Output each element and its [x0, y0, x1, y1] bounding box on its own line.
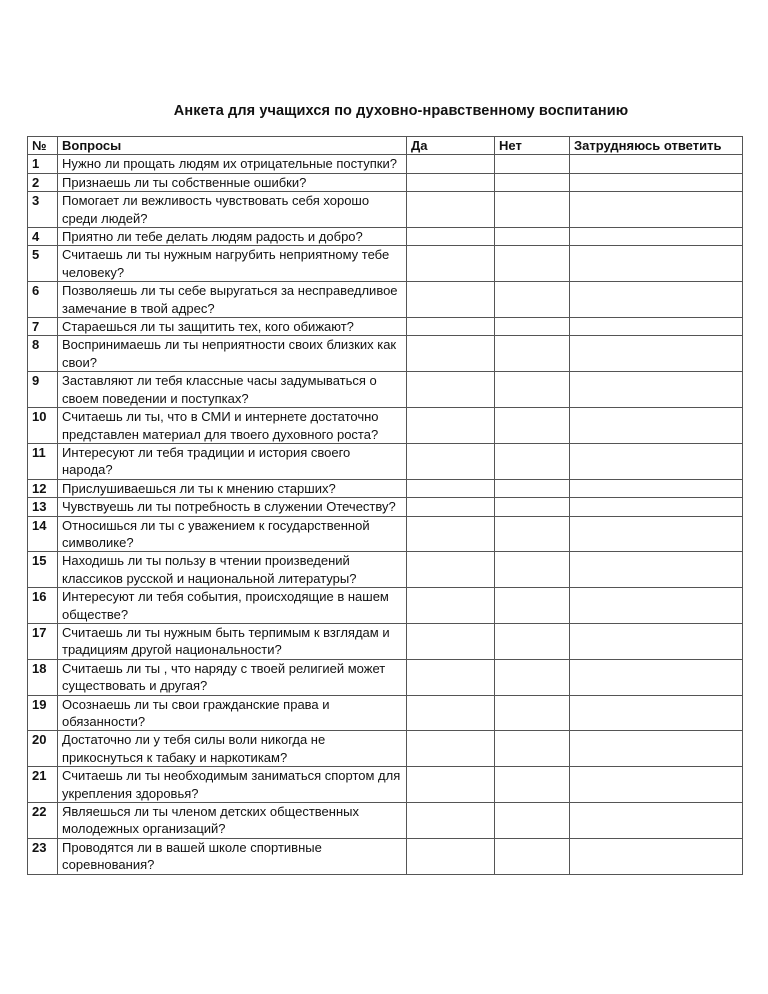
question-number: 22 — [28, 803, 58, 839]
answer-no-cell[interactable] — [495, 228, 570, 246]
question-number: 17 — [28, 623, 58, 659]
answer-yes-cell[interactable] — [407, 192, 495, 228]
question-text: Интересуют ли тебя традиции и история своего народа? — [58, 443, 407, 479]
answer-yes-cell[interactable] — [407, 408, 495, 444]
table-row — [28, 479, 743, 497]
question-number: 3 — [28, 192, 58, 228]
answer-hard-cell[interactable] — [570, 803, 743, 839]
question-number: 6 — [28, 282, 58, 318]
table-row — [28, 803, 743, 839]
answer-no-cell[interactable] — [495, 552, 570, 588]
answer-yes-cell[interactable] — [407, 228, 495, 246]
question-number: 18 — [28, 659, 58, 695]
table-row — [28, 588, 743, 624]
answer-yes-cell[interactable] — [407, 479, 495, 497]
question-text: Нужно ли прощать людям их отрицательные поступки? — [58, 155, 407, 173]
answer-hard-cell[interactable] — [570, 443, 743, 479]
question-text: Достаточно ли у тебя силы воли никогда не прикоснуться к табаку и наркотикам? — [58, 731, 407, 767]
table-row — [28, 246, 743, 282]
answer-hard-cell[interactable] — [570, 695, 743, 731]
table-body — [28, 155, 743, 874]
answer-yes-cell[interactable] — [407, 838, 495, 874]
header-question: Вопросы — [58, 137, 407, 155]
table-row — [28, 838, 743, 874]
answer-hard-cell[interactable] — [570, 408, 743, 444]
question-number: 14 — [28, 516, 58, 552]
answer-hard-cell[interactable] — [570, 246, 743, 282]
answer-yes-cell[interactable] — [407, 659, 495, 695]
question-number: 20 — [28, 731, 58, 767]
table-row — [28, 336, 743, 372]
answer-yes-cell[interactable] — [407, 695, 495, 731]
answer-no-cell[interactable] — [495, 479, 570, 497]
question-text: Считаешь ли ты , что наряду с твоей религией может существовать и другая? — [58, 659, 407, 695]
answer-no-cell[interactable] — [495, 767, 570, 803]
question-text: Считаешь ли ты необходимым заниматься спортом для укрепления здоровья? — [58, 767, 407, 803]
question-number: 8 — [28, 336, 58, 372]
answer-no-cell[interactable] — [495, 516, 570, 552]
table-row — [28, 731, 743, 767]
answer-no-cell[interactable] — [495, 498, 570, 516]
table-row — [28, 516, 743, 552]
answer-yes-cell[interactable] — [407, 443, 495, 479]
question-text: Позволяешь ли ты себе выругаться за несправедливое замечание в твой адрес? — [58, 282, 407, 318]
question-number: 21 — [28, 767, 58, 803]
answer-no-cell[interactable] — [495, 838, 570, 874]
question-number: 9 — [28, 372, 58, 408]
header-no: Нет — [495, 137, 570, 155]
question-number: 4 — [28, 228, 58, 246]
answer-yes-cell[interactable] — [407, 623, 495, 659]
table-row — [28, 767, 743, 803]
answer-yes-cell[interactable] — [407, 552, 495, 588]
answer-yes-cell[interactable] — [407, 155, 495, 173]
answer-hard-cell[interactable] — [570, 318, 743, 336]
question-text: Прислушиваешься ли ты к мнению старших? — [58, 479, 407, 497]
answer-no-cell[interactable] — [495, 408, 570, 444]
answer-no-cell[interactable] — [495, 192, 570, 228]
question-text: Интересуют ли тебя события, происходящие в нашем обществе? — [58, 588, 407, 624]
table-row — [28, 173, 743, 191]
survey-table — [27, 136, 743, 875]
answer-no-cell[interactable] — [495, 372, 570, 408]
question-text: Считаешь ли ты, что в СМИ и интернете достаточно представлен материал для твоего духовного роста? — [58, 408, 407, 444]
question-number: 23 — [28, 838, 58, 874]
question-text: Стараешься ли ты защитить тех, кого обижают? — [58, 318, 407, 336]
question-text: Чувствуешь ли ты потребность в служении Отечеству? — [58, 498, 407, 516]
table-row — [28, 282, 743, 318]
answer-yes-cell[interactable] — [407, 246, 495, 282]
answer-hard-cell[interactable] — [570, 659, 743, 695]
answer-hard-cell[interactable] — [570, 767, 743, 803]
question-text: Считаешь ли ты нужным нагрубить неприятному тебе человеку? — [58, 246, 407, 282]
answer-yes-cell[interactable] — [407, 173, 495, 191]
question-text: Помогает ли вежливость чувствовать себя хорошо среди людей? — [58, 192, 407, 228]
question-text: Признаешь ли ты собственные ошибки? — [58, 173, 407, 191]
answer-no-cell[interactable] — [495, 336, 570, 372]
table-row — [28, 318, 743, 336]
question-number: 15 — [28, 552, 58, 588]
answer-yes-cell[interactable] — [407, 803, 495, 839]
table-row — [28, 192, 743, 228]
answer-hard-cell[interactable] — [570, 336, 743, 372]
answer-yes-cell[interactable] — [407, 372, 495, 408]
answer-yes-cell[interactable] — [407, 516, 495, 552]
answer-no-cell[interactable] — [495, 282, 570, 318]
question-number: 13 — [28, 498, 58, 516]
question-number: 5 — [28, 246, 58, 282]
question-number: 1 — [28, 155, 58, 173]
document-title: Анкета для учащихся по духовно-нравственному воспитанию — [173, 103, 629, 119]
question-number: 12 — [28, 479, 58, 497]
answer-hard-cell[interactable] — [570, 372, 743, 408]
answer-hard-cell[interactable] — [570, 282, 743, 318]
question-number: 7 — [28, 318, 58, 336]
header-yes: Да — [407, 137, 495, 155]
answer-no-cell[interactable] — [495, 623, 570, 659]
answer-hard-cell[interactable] — [570, 623, 743, 659]
answer-no-cell[interactable] — [495, 246, 570, 282]
question-text: Относишься ли ты с уважением к государственной символике? — [58, 516, 407, 552]
table-row — [28, 552, 743, 588]
answer-hard-cell[interactable] — [570, 192, 743, 228]
answer-no-cell[interactable] — [495, 155, 570, 173]
question-text: Проводятся ли в вашей школе спортивные соревнования? — [58, 838, 407, 874]
answer-hard-cell[interactable] — [570, 173, 743, 191]
answer-hard-cell[interactable] — [570, 552, 743, 588]
answer-hard-cell[interactable] — [570, 588, 743, 624]
answer-yes-cell[interactable] — [407, 318, 495, 336]
answer-no-cell[interactable] — [495, 588, 570, 624]
question-text: Приятно ли тебе делать людям радость и добро? — [58, 228, 407, 246]
answer-no-cell[interactable] — [495, 731, 570, 767]
table-row — [28, 228, 743, 246]
question-number: 11 — [28, 443, 58, 479]
question-text: Осознаешь ли ты свои гражданские права и обязанности? — [58, 695, 407, 731]
table-row — [28, 155, 743, 173]
answer-no-cell[interactable] — [495, 803, 570, 839]
answer-no-cell[interactable] — [495, 173, 570, 191]
question-text: Воспринимаешь ли ты неприятности своих близких как свои? — [58, 336, 407, 372]
question-number: 10 — [28, 408, 58, 444]
answer-yes-cell[interactable] — [407, 731, 495, 767]
table-row — [28, 659, 743, 695]
answer-yes-cell[interactable] — [407, 336, 495, 372]
answer-hard-cell[interactable] — [570, 155, 743, 173]
table-row — [28, 498, 743, 516]
question-text: Считаешь ли ты нужным быть терпимым к взглядам и традициям другой национальности? — [58, 623, 407, 659]
table-row — [28, 408, 743, 444]
table-row — [28, 623, 743, 659]
question-text: Являешься ли ты членом детских общественных молодежных организаций? — [58, 803, 407, 839]
answer-hard-cell[interactable] — [570, 498, 743, 516]
answer-no-cell[interactable] — [495, 318, 570, 336]
question-number: 19 — [28, 695, 58, 731]
table-row — [28, 372, 743, 408]
table-header-row — [28, 137, 743, 155]
answer-yes-cell[interactable] — [407, 767, 495, 803]
answer-no-cell[interactable] — [495, 443, 570, 479]
answer-yes-cell[interactable] — [407, 588, 495, 624]
answer-yes-cell[interactable] — [407, 282, 495, 318]
answer-hard-cell[interactable] — [570, 731, 743, 767]
answer-yes-cell[interactable] — [407, 498, 495, 516]
answer-hard-cell[interactable] — [570, 838, 743, 874]
table-row — [28, 443, 743, 479]
header-hard-to-answer: Затрудняюсь ответить — [570, 137, 743, 155]
header-number: № — [28, 137, 58, 155]
question-text: Заставляют ли тебя классные часы задумываться о своем поведении и поступках? — [58, 372, 407, 408]
answer-no-cell[interactable] — [495, 695, 570, 731]
answer-hard-cell[interactable] — [570, 228, 743, 246]
question-text: Находишь ли ты пользу в чтении произведений классиков русской и национальной литературы? — [58, 552, 407, 588]
question-number: 2 — [28, 173, 58, 191]
answer-hard-cell[interactable] — [570, 516, 743, 552]
answer-no-cell[interactable] — [495, 659, 570, 695]
question-number: 16 — [28, 588, 58, 624]
answer-hard-cell[interactable] — [570, 479, 743, 497]
table-row — [28, 695, 743, 731]
